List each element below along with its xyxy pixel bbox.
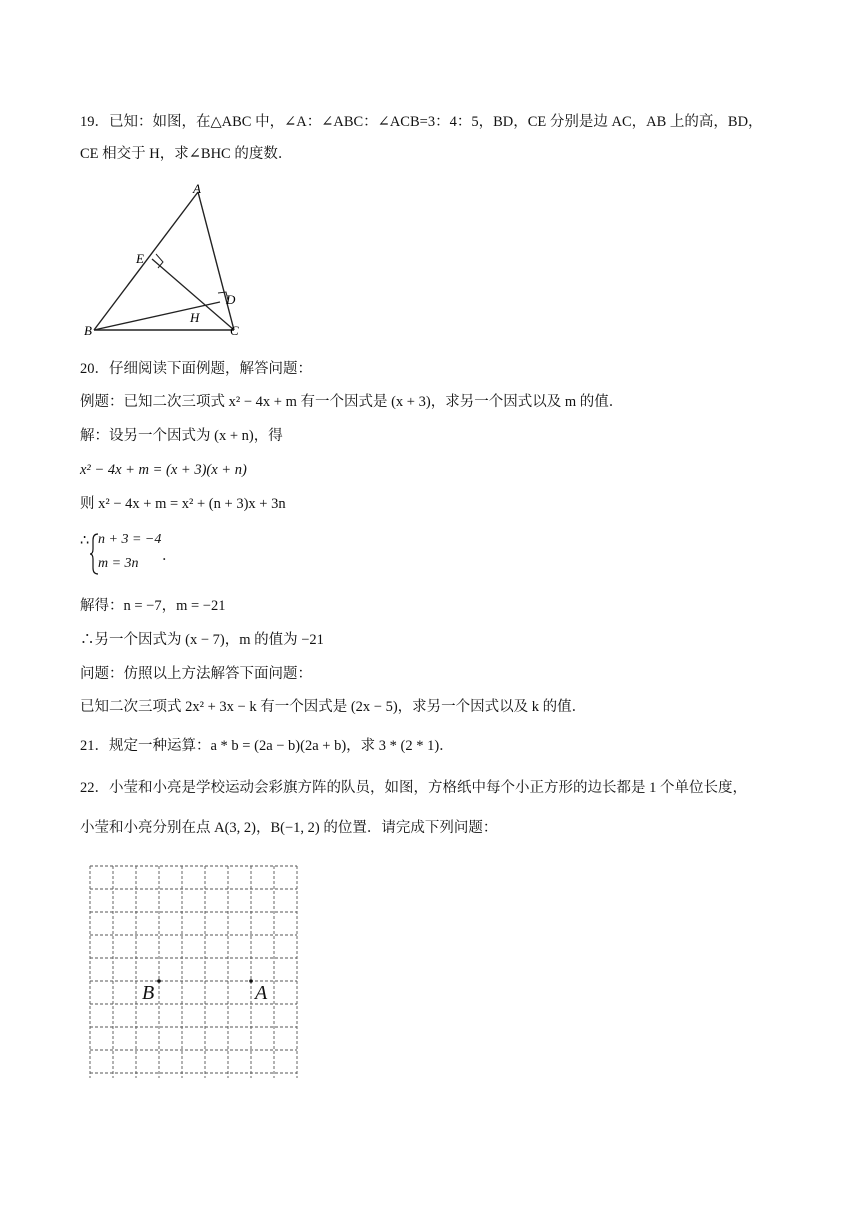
label-H: H <box>190 310 200 325</box>
system-equation-1: n + 3 = −4 <box>98 532 162 547</box>
q20-conclusion: ∴另一个因式为 (x − 7)，m 的值为 −21 <box>80 632 324 648</box>
right-angle-mark-E <box>156 254 163 268</box>
point-B-label: B <box>142 982 155 1004</box>
q20-equation-2: 则 x² − 4x + m = x² + (n + 3)x + 3n <box>80 496 286 512</box>
point-A <box>249 979 253 983</box>
point-A-label: A <box>255 982 268 1004</box>
side-AC <box>198 192 234 330</box>
q19-line-2: CE 相交于 H，求∠BHC 的度数． <box>80 146 293 162</box>
therefore-symbol: ∴ <box>80 533 90 549</box>
q20-title: 20．仔细阅读下面例题，解答问题： <box>80 361 312 377</box>
q21-text: 21．规定一种运算：a * b = (2a − b)(2a + b)，求 3 * (2 * 1)． <box>80 738 454 754</box>
system-period: ． <box>162 548 177 564</box>
q20-problem: 已知二次三项式 2x² + 3x − k 有一个因式是 (2x − 5)，求另一个因式以及 k 的值． <box>80 699 587 715</box>
q20-problem-label: 问题：仿照以上方法解答下面问题： <box>80 666 312 682</box>
coordinate-grid <box>88 864 300 1078</box>
q20-example: 例题：已知二次三项式 x² − 4x + m 有一个因式是 (x + 3)，求另一个因式以及 m 的值． <box>80 394 624 410</box>
q22-line-1: 22．小莹和小亮是学校运动会彩旗方阵的队员，如图，方格纸中每个小正方形的边长都是 1 个单位长度， <box>80 780 747 796</box>
label-C: C <box>230 323 239 338</box>
label-D: D <box>226 292 236 307</box>
label-A: A <box>193 181 201 196</box>
q20-equation-1: x² − 4x + m = (x + 3)(x + n) <box>80 462 247 478</box>
label-B: B <box>84 323 92 338</box>
triangle-figure <box>80 180 260 340</box>
q22-line-2: 小莹和小亮分别在点 A(3, 2)，B(−1, 2) 的位置．请完成下列问题： <box>80 820 498 836</box>
q20-result: 解得：n = −7，m = −21 <box>80 598 226 614</box>
q19-line-1: 19．已知：如图，在△ABC 中，∠A：∠ABC：∠ACB=3：4：5，BD，CE 分别是边 AC，AB 上的高，BD， <box>80 114 763 130</box>
system-equation-2: m = 3n <box>98 556 139 571</box>
side-AB <box>94 192 198 330</box>
q20-solution-1: 解：设另一个因式为 (x + n)，得 <box>80 428 283 444</box>
point-B <box>157 979 161 983</box>
label-E: E <box>136 251 144 266</box>
altitude-BD <box>94 302 220 330</box>
